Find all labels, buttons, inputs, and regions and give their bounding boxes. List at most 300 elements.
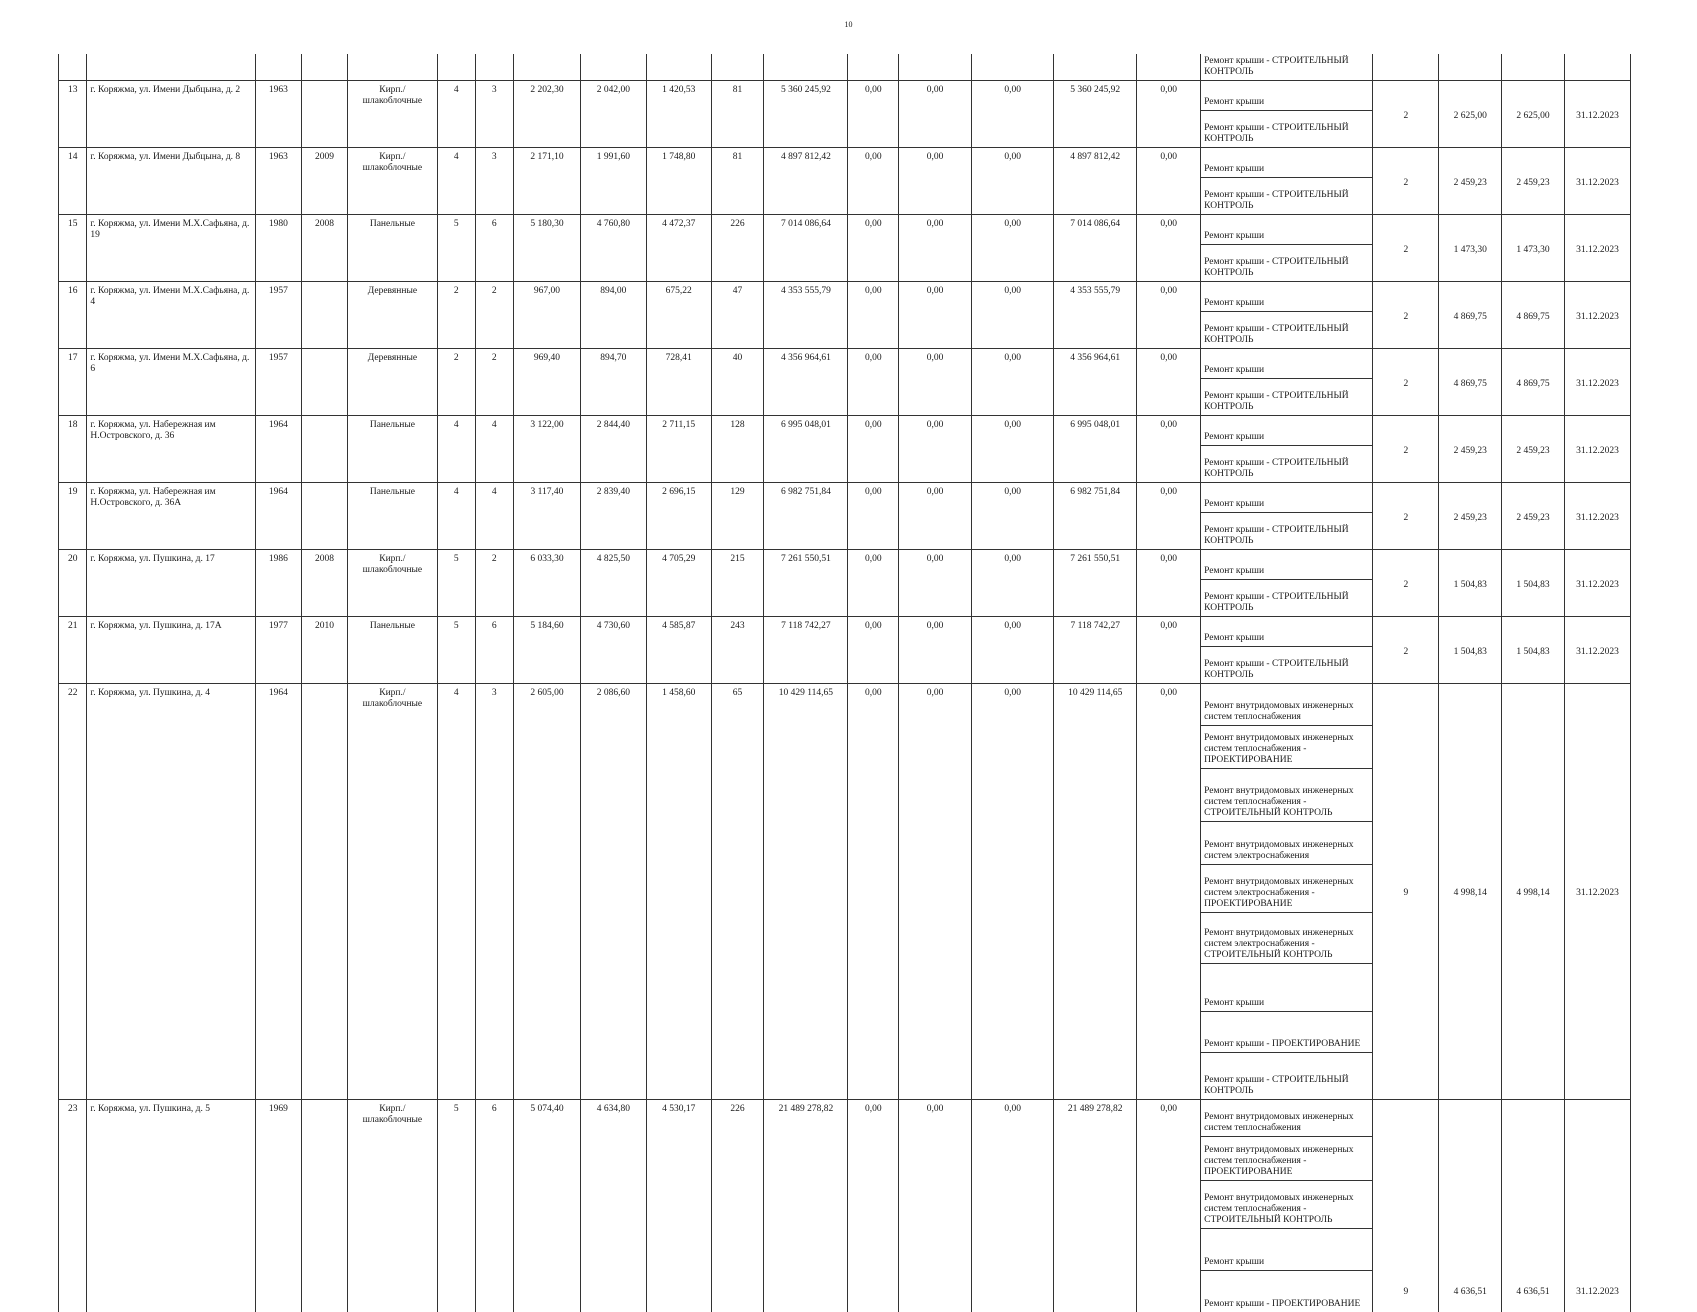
table-cell (972, 54, 1054, 81)
table-cell (1201, 54, 1373, 81)
table-cell (1137, 54, 1201, 81)
cell-unit-cost: 2 459,23 (1439, 483, 1502, 550)
cell-address: г. Коряжма, ул. Имени М.Х.Сафьяна, д. 19 (87, 215, 255, 282)
cell-n: 14 (59, 148, 87, 215)
cell-deadline: 31.12.2023 (1564, 550, 1630, 617)
cell-material: Кирп./ шлакоблочные (347, 148, 437, 215)
cell-count: 2 (1373, 416, 1439, 483)
cell-deadline: 31.12.2023 (1564, 483, 1630, 550)
table-cell (302, 54, 348, 81)
cell-overhaul (302, 416, 348, 483)
cell-owners: 4 897 812,42 (1054, 148, 1137, 215)
cell-works (1201, 349, 1373, 416)
cell-floors: 5 (438, 617, 476, 684)
table-row (59, 550, 1631, 617)
cell-budget-reg: 0,00 (899, 1100, 972, 1312)
work-item: Ремонт внутридомовых инженерных систем теплоснабжения - ПРОЕКТИРОВАНИЕ (1201, 725, 1372, 768)
cell-owners: 7 014 086,64 (1054, 215, 1137, 282)
work-item: Ремонт внутридомовых инженерных систем теплоснабжения (1201, 684, 1372, 725)
cell-area-living: 2 839,40 (580, 483, 646, 550)
cell-overhaul (302, 81, 348, 148)
cell-cost-total: 4 356 964,61 (764, 349, 848, 416)
cell-count: 2 (1373, 550, 1439, 617)
cell-address: г. Коряжма, ул. Набережная им Н.Островского, д. 36 (87, 416, 255, 483)
table-cell (764, 54, 848, 81)
cell-unit-cost: 1 504,83 (1439, 617, 1502, 684)
cell-deadline: 31.12.2023 (1564, 81, 1630, 148)
cell-n: 13 (59, 81, 87, 148)
cell-budget-mun: 0,00 (972, 215, 1054, 282)
cell-entrances: 6 (475, 1100, 514, 1312)
cell-entrances: 3 (475, 81, 514, 148)
cell-material: Панельные (347, 483, 437, 550)
cell-unit-cost: 2 459,23 (1439, 416, 1502, 483)
cell-entrances: 6 (475, 215, 514, 282)
cell-max-cost: 2 459,23 (1502, 483, 1565, 550)
cell-area-res: 1 458,60 (646, 684, 711, 1100)
table-row (59, 215, 1631, 282)
cell-works (1201, 416, 1373, 483)
cell-year: 1986 (255, 550, 302, 617)
cell-area-living: 4 634,80 (580, 1100, 646, 1312)
cell-area-total: 2 171,10 (514, 148, 581, 215)
cell-works (1201, 282, 1373, 349)
work-item: Ремонт внутридомовых инженерных систем электроснабжения - ПРОЕКТИРОВАНИЕ (1201, 864, 1372, 912)
cell-residents: 128 (711, 416, 764, 483)
cell-unit-cost: 4 998,14 (1439, 684, 1502, 1100)
cell-unit-cost: 4 869,75 (1439, 282, 1502, 349)
cell-budget-reg: 0,00 (899, 148, 972, 215)
cell-area-res: 4 530,17 (646, 1100, 711, 1312)
cell-unit-cost: 1 504,83 (1439, 550, 1502, 617)
cell-n: 16 (59, 282, 87, 349)
cell-count: 2 (1373, 215, 1439, 282)
cell-area-living: 894,00 (580, 282, 646, 349)
table-row (59, 684, 1631, 1100)
cell-max-cost: 2 625,00 (1502, 81, 1565, 148)
cell-material: Панельные (347, 215, 437, 282)
cell-floors: 4 (438, 416, 476, 483)
cell-max-cost: 4 636,51 (1502, 1100, 1565, 1312)
work-item: Ремонт крыши - СТРОИТЕЛЬНЫЙ КОНТРОЛЬ (1201, 378, 1372, 415)
cell-other: 0,00 (1137, 483, 1201, 550)
cell-cost-total: 7 261 550,51 (764, 550, 848, 617)
cell-cost-total: 10 429 114,65 (764, 684, 848, 1100)
cell-works (1201, 148, 1373, 215)
cell-max-cost: 2 459,23 (1502, 416, 1565, 483)
table-row (59, 483, 1631, 550)
cell-overhaul (302, 282, 348, 349)
cell-overhaul (302, 1100, 348, 1312)
cell-area-total: 5 180,30 (514, 215, 581, 282)
cell-overhaul (302, 684, 348, 1100)
cell-deadline: 31.12.2023 (1564, 282, 1630, 349)
page-number: 10 (0, 20, 1697, 29)
cell-entrances: 2 (475, 550, 514, 617)
cell-floors: 5 (438, 215, 476, 282)
cell-works (1201, 1100, 1373, 1312)
cell-material: Кирп./ шлакоблочные (347, 81, 437, 148)
cell-budget-reg: 0,00 (899, 81, 972, 148)
cell-count: 2 (1373, 349, 1439, 416)
cell-residents: 243 (711, 617, 764, 684)
cell-n: 19 (59, 483, 87, 550)
work-item: Ремонт крыши (1201, 215, 1372, 244)
cell-deadline: 31.12.2023 (1564, 1100, 1630, 1312)
cell-cost-total: 7 118 742,27 (764, 617, 848, 684)
table-cell (1054, 54, 1137, 81)
table-cell (438, 54, 476, 81)
cell-budget-reg: 0,00 (899, 349, 972, 416)
cell-area-living: 4 730,60 (580, 617, 646, 684)
cell-area-total: 3 122,00 (514, 416, 581, 483)
table-cell (255, 54, 302, 81)
cell-area-total: 6 033,30 (514, 550, 581, 617)
cell-residents: 215 (711, 550, 764, 617)
cell-residents: 81 (711, 148, 764, 215)
work-item: Ремонт крыши (1201, 349, 1372, 378)
cell-budget-mun: 0,00 (972, 416, 1054, 483)
cell-count: 2 (1373, 282, 1439, 349)
work-item: Ремонт крыши - СТРОИТЕЛЬНЫЙ КОНТРОЛЬ (1201, 512, 1372, 549)
cell-area-total: 967,00 (514, 282, 581, 349)
table-cell (475, 54, 514, 81)
work-item: Ремонт крыши - СТРОИТЕЛЬНЫЙ КОНТРОЛЬ (1201, 110, 1372, 147)
cell-owners: 5 360 245,92 (1054, 81, 1137, 148)
cell-max-cost: 1 473,30 (1502, 215, 1565, 282)
cell-floors: 2 (438, 282, 476, 349)
cell-material: Панельные (347, 416, 437, 483)
cell-budget-reg: 0,00 (899, 416, 972, 483)
work-item: Ремонт крыши (1201, 416, 1372, 445)
work-item: Ремонт внутридомовых инженерных систем теплоснабжения - СТРОИТЕЛЬНЫЙ КОНТРОЛЬ (1201, 1180, 1372, 1228)
cell-budget-mun: 0,00 (972, 148, 1054, 215)
cell-count: 9 (1373, 1100, 1439, 1312)
cell-budget-mun: 0,00 (972, 282, 1054, 349)
work-item: Ремонт крыши - СТРОИТЕЛЬНЫЙ КОНТРОЛЬ (1201, 311, 1372, 348)
work-item: Ремонт крыши (1201, 282, 1372, 311)
cell-unit-cost: 4 869,75 (1439, 349, 1502, 416)
cell-n: 23 (59, 1100, 87, 1312)
cell-budget-mun: 0,00 (972, 550, 1054, 617)
cell-overhaul: 2010 (302, 617, 348, 684)
overhaul-table (58, 54, 1631, 1312)
cell-n: 18 (59, 416, 87, 483)
cell-entrances: 4 (475, 416, 514, 483)
cell-count: 9 (1373, 684, 1439, 1100)
cell-fund: 0,00 (848, 684, 899, 1100)
cell-deadline: 31.12.2023 (1564, 349, 1630, 416)
cell-overhaul: 2008 (302, 550, 348, 617)
cell-budget-mun: 0,00 (972, 483, 1054, 550)
cell-entrances: 4 (475, 483, 514, 550)
cell-max-cost: 4 998,14 (1502, 684, 1565, 1100)
work-item: Ремонт крыши (1201, 963, 1372, 1011)
cell-area-res: 4 472,37 (646, 215, 711, 282)
cell-address: г. Коряжма, ул. Пушкина, д. 17 (87, 550, 255, 617)
cell-year: 1980 (255, 215, 302, 282)
cell-owners: 10 429 114,65 (1054, 684, 1137, 1100)
table-cell (1502, 54, 1565, 81)
cell-address: г. Коряжма, ул. Пушкина, д. 5 (87, 1100, 255, 1312)
cell-overhaul: 2008 (302, 215, 348, 282)
work-item: Ремонт внутридомовых инженерных систем электроснабжения - СТРОИТЕЛЬНЫЙ КОНТРОЛЬ (1201, 912, 1372, 963)
cell-n: 22 (59, 684, 87, 1100)
work-item: Ремонт крыши (1201, 81, 1372, 110)
cell-address: г. Коряжма, ул. Имени М.Х.Сафьяна, д. 6 (87, 349, 255, 416)
cell-fund: 0,00 (848, 483, 899, 550)
work-item: Ремонт внутридомовых инженерных систем теплоснабжения - СТРОИТЕЛЬНЫЙ КОНТРОЛЬ (1201, 768, 1372, 821)
work-item: Ремонт крыши (1201, 617, 1372, 646)
cell-count: 2 (1373, 483, 1439, 550)
cell-entrances: 6 (475, 617, 514, 684)
cell-area-living: 1 991,60 (580, 148, 646, 215)
cell-residents: 40 (711, 349, 764, 416)
cell-owners: 4 356 964,61 (1054, 349, 1137, 416)
table-cell (711, 54, 764, 81)
cell-budget-mun: 0,00 (972, 81, 1054, 148)
cell-owners: 21 489 278,82 (1054, 1100, 1137, 1312)
cell-area-living: 894,70 (580, 349, 646, 416)
work-item: Ремонт крыши - СТРОИТЕЛЬНЫЙ КОНТРОЛЬ (1201, 579, 1372, 616)
cell-fund: 0,00 (848, 81, 899, 148)
cell-year: 1977 (255, 617, 302, 684)
cell-overhaul (302, 483, 348, 550)
cell-address: г. Коряжма, ул. Набережная им Н.Островского, д. 36А (87, 483, 255, 550)
work-item: Ремонт крыши - ПРОЕКТИРОВАНИЕ (1201, 1270, 1372, 1312)
cell-material: Деревянные (347, 282, 437, 349)
work-item: Ремонт внутридомовых инженерных систем теплоснабжения - ПРОЕКТИРОВАНИЕ (1201, 1136, 1372, 1180)
cell-fund: 0,00 (848, 617, 899, 684)
cell-other: 0,00 (1137, 617, 1201, 684)
cell-works (1201, 81, 1373, 148)
cell-area-res: 728,41 (646, 349, 711, 416)
cell-overhaul: 2009 (302, 148, 348, 215)
cell-area-res: 4 705,29 (646, 550, 711, 617)
cell-cost-total: 7 014 086,64 (764, 215, 848, 282)
cell-deadline: 31.12.2023 (1564, 148, 1630, 215)
work-item: Ремонт крыши (1201, 148, 1372, 177)
cell-cost-total: 4 353 555,79 (764, 282, 848, 349)
cell-budget-mun: 0,00 (972, 617, 1054, 684)
cell-cost-total: 5 360 245,92 (764, 81, 848, 148)
cell-n: 17 (59, 349, 87, 416)
cell-deadline: 31.12.2023 (1564, 684, 1630, 1100)
cell-other: 0,00 (1137, 148, 1201, 215)
work-item: Ремонт крыши - СТРОИТЕЛЬНЫЙ КОНТРОЛЬ (1201, 244, 1372, 281)
cell-area-res: 2 711,15 (646, 416, 711, 483)
work-item: Ремонт крыши (1201, 1228, 1372, 1270)
work-item: Ремонт внутридомовых инженерных систем электроснабжения (1201, 821, 1372, 864)
cell-max-cost: 1 504,83 (1502, 550, 1565, 617)
cell-other: 0,00 (1137, 684, 1201, 1100)
work-item: Ремонт крыши (1201, 550, 1372, 579)
table-row (59, 1100, 1631, 1312)
cell-floors: 5 (438, 1100, 476, 1312)
cell-other: 0,00 (1137, 215, 1201, 282)
cell-budget-reg: 0,00 (899, 617, 972, 684)
work-item: Ремонт крыши - СТРОИТЕЛЬНЫЙ КОНТРОЛЬ (1201, 1052, 1372, 1099)
table-cell (899, 54, 972, 81)
cell-year: 1964 (255, 483, 302, 550)
cell-unit-cost: 1 473,30 (1439, 215, 1502, 282)
cell-fund: 0,00 (848, 282, 899, 349)
table-cell (1564, 54, 1630, 81)
cell-n: 15 (59, 215, 87, 282)
cell-floors: 2 (438, 349, 476, 416)
cell-works (1201, 684, 1373, 1100)
cell-other: 0,00 (1137, 282, 1201, 349)
cell-works (1201, 483, 1373, 550)
cell-cost-total: 4 897 812,42 (764, 148, 848, 215)
cell-area-res: 4 585,87 (646, 617, 711, 684)
cell-count: 2 (1373, 148, 1439, 215)
cell-residents: 226 (711, 1100, 764, 1312)
cell-material: Кирп./ шлакоблочные (347, 550, 437, 617)
work-item: Ремонт крыши - ПРОЕКТИРОВАНИЕ (1201, 1011, 1372, 1052)
cell-floors: 4 (438, 684, 476, 1100)
cell-cost-total: 21 489 278,82 (764, 1100, 848, 1312)
cell-other: 0,00 (1137, 416, 1201, 483)
table-cell (1373, 54, 1439, 81)
cell-residents: 81 (711, 81, 764, 148)
cell-address: г. Коряжма, ул. Пушкина, д. 4 (87, 684, 255, 1100)
cell-other: 0,00 (1137, 550, 1201, 617)
cell-other: 0,00 (1137, 349, 1201, 416)
cell-count: 2 (1373, 617, 1439, 684)
cell-overhaul (302, 349, 348, 416)
cell-unit-cost: 2 459,23 (1439, 148, 1502, 215)
cell-area-res: 2 696,15 (646, 483, 711, 550)
cell-entrances: 2 (475, 282, 514, 349)
cell-deadline: 31.12.2023 (1564, 617, 1630, 684)
table-row (59, 148, 1631, 215)
cell-other: 0,00 (1137, 1100, 1201, 1312)
table-cell (646, 54, 711, 81)
cell-budget-reg: 0,00 (899, 483, 972, 550)
cell-floors: 4 (438, 81, 476, 148)
cell-budget-mun: 0,00 (972, 1100, 1054, 1312)
cell-residents: 47 (711, 282, 764, 349)
table-row-partial (59, 54, 1631, 81)
cell-works (1201, 215, 1373, 282)
cell-max-cost: 4 869,75 (1502, 282, 1565, 349)
cell-area-res: 1 748,80 (646, 148, 711, 215)
cell-address: г. Коряжма, ул. Имени М.Х.Сафьяна, д. 4 (87, 282, 255, 349)
cell-material: Панельные (347, 617, 437, 684)
cell-owners: 6 982 751,84 (1054, 483, 1137, 550)
table-row (59, 416, 1631, 483)
cell-area-total: 3 117,40 (514, 483, 581, 550)
work-item: Ремонт крыши (1201, 483, 1372, 512)
cell-fund: 0,00 (848, 416, 899, 483)
work-item: Ремонт крыши - СТРОИТЕЛЬНЫЙ КОНТРОЛЬ (1201, 54, 1372, 80)
cell-year: 1957 (255, 349, 302, 416)
cell-area-living: 2 042,00 (580, 81, 646, 148)
cell-area-living: 4 825,50 (580, 550, 646, 617)
cell-address: г. Коряжма, ул. Имени Дыбцына, д. 2 (87, 81, 255, 148)
cell-budget-mun: 0,00 (972, 684, 1054, 1100)
cell-budget-mun: 0,00 (972, 349, 1054, 416)
cell-material: Деревянные (347, 349, 437, 416)
cell-area-total: 2 202,30 (514, 81, 581, 148)
cell-budget-reg: 0,00 (899, 684, 972, 1100)
table-cell (347, 54, 437, 81)
work-item: Ремонт внутридомовых инженерных систем теплоснабжения (1201, 1100, 1372, 1136)
table-cell (848, 54, 899, 81)
cell-year: 1963 (255, 148, 302, 215)
cell-year: 1969 (255, 1100, 302, 1312)
cell-area-total: 969,40 (514, 349, 581, 416)
table-cell (514, 54, 581, 81)
cell-deadline: 31.12.2023 (1564, 416, 1630, 483)
cell-deadline: 31.12.2023 (1564, 215, 1630, 282)
table-cell (580, 54, 646, 81)
cell-owners: 7 261 550,51 (1054, 550, 1137, 617)
cell-cost-total: 6 982 751,84 (764, 483, 848, 550)
cell-area-living: 4 760,80 (580, 215, 646, 282)
cell-count: 2 (1373, 81, 1439, 148)
cell-entrances: 3 (475, 148, 514, 215)
cell-unit-cost: 4 636,51 (1439, 1100, 1502, 1312)
cell-residents: 226 (711, 215, 764, 282)
table-cell (1439, 54, 1502, 81)
cell-area-living: 2 086,60 (580, 684, 646, 1100)
cell-works (1201, 617, 1373, 684)
work-item: Ремонт крыши - СТРОИТЕЛЬНЫЙ КОНТРОЛЬ (1201, 646, 1372, 683)
cell-fund: 0,00 (848, 550, 899, 617)
cell-max-cost: 1 504,83 (1502, 617, 1565, 684)
cell-owners: 4 353 555,79 (1054, 282, 1137, 349)
table-cell (59, 54, 87, 81)
cell-fund: 0,00 (848, 215, 899, 282)
cell-works (1201, 550, 1373, 617)
cell-other: 0,00 (1137, 81, 1201, 148)
work-item: Ремонт крыши - СТРОИТЕЛЬНЫЙ КОНТРОЛЬ (1201, 177, 1372, 214)
cell-year: 1964 (255, 416, 302, 483)
cell-floors: 4 (438, 483, 476, 550)
cell-owners: 6 995 048,01 (1054, 416, 1137, 483)
cell-budget-reg: 0,00 (899, 550, 972, 617)
cell-material: Кирп./ шлакоблочные (347, 1100, 437, 1312)
cell-area-res: 675,22 (646, 282, 711, 349)
cell-fund: 0,00 (848, 148, 899, 215)
cell-year: 1964 (255, 684, 302, 1100)
work-item: Ремонт крыши - СТРОИТЕЛЬНЫЙ КОНТРОЛЬ (1201, 445, 1372, 482)
cell-address: г. Коряжма, ул. Пушкина, д. 17А (87, 617, 255, 684)
cell-area-total: 2 605,00 (514, 684, 581, 1100)
table-cell (87, 54, 255, 81)
cell-entrances: 3 (475, 684, 514, 1100)
cell-n: 21 (59, 617, 87, 684)
cell-max-cost: 4 869,75 (1502, 349, 1565, 416)
table-row (59, 349, 1631, 416)
cell-year: 1963 (255, 81, 302, 148)
cell-owners: 7 118 742,27 (1054, 617, 1137, 684)
table-row (59, 282, 1631, 349)
cell-max-cost: 2 459,23 (1502, 148, 1565, 215)
cell-area-total: 5 184,60 (514, 617, 581, 684)
cell-area-res: 1 420,53 (646, 81, 711, 148)
cell-residents: 129 (711, 483, 764, 550)
cell-material: Кирп./ шлакоблочные (347, 684, 437, 1100)
cell-floors: 5 (438, 550, 476, 617)
cell-year: 1957 (255, 282, 302, 349)
cell-residents: 65 (711, 684, 764, 1100)
cell-area-total: 5 074,40 (514, 1100, 581, 1312)
cell-address: г. Коряжма, ул. Имени Дыбцына, д. 8 (87, 148, 255, 215)
cell-floors: 4 (438, 148, 476, 215)
